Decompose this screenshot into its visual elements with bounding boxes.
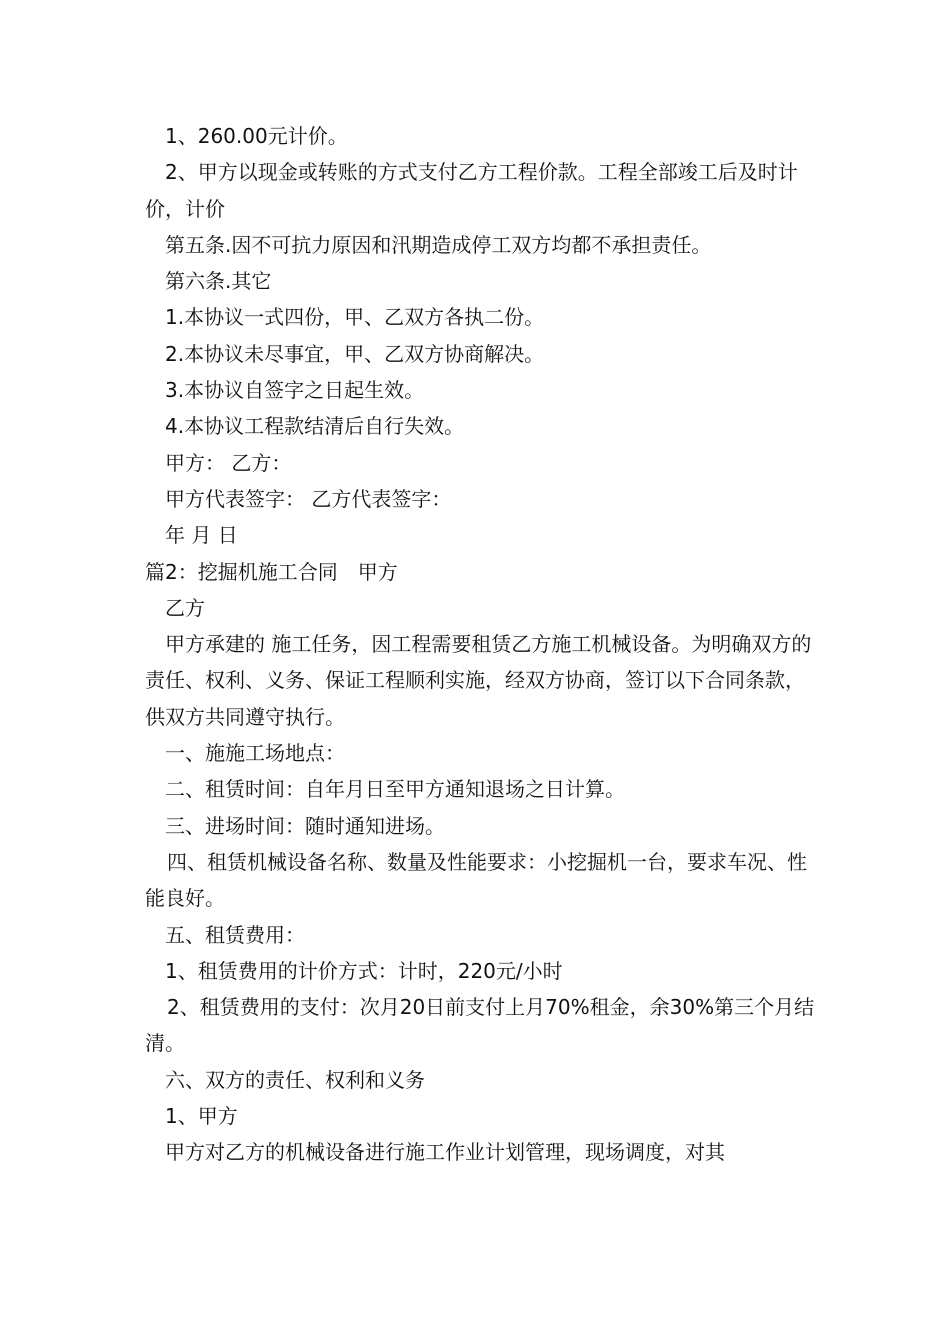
list-item: 1.本协议一式四份，甲、乙双方各执二份。	[165, 305, 545, 330]
contract-title: 篇2：挖掘机施工合同 甲方	[145, 559, 398, 584]
document-body	[145, 118, 815, 1171]
paragraph: 1、260.00元计价。	[165, 124, 348, 148]
list-item: 2.本协议未尽事宜，甲、乙双方协商解决。	[165, 341, 545, 366]
section-heading: 三、进场时间：随时通知进场。	[165, 813, 445, 838]
list-item: 2、租赁费用的支付：次月20日前支付上月70%租金，余30%第三个月结清。	[145, 995, 815, 1056]
party-signature-line: 甲方： 乙方：	[165, 450, 292, 475]
section-heading: 二、租赁时间：自年月日至甲方通知退场之日计算。	[165, 777, 625, 802]
section-heading: 四、租赁机械设备名称、数量及性能要求：小挖掘机一台，要求车况、性能良好。	[145, 849, 807, 911]
list-item: 3.本协议自签字之日起生效。	[165, 378, 425, 403]
date-line: 年 月 日	[165, 523, 238, 548]
paragraph: 第五条.因不可抗力原因和汛期造成停工双方均都不承担责任。	[165, 232, 712, 257]
section-heading: 六、双方的责任、权利和义务	[165, 1067, 425, 1092]
paragraph: 2、甲方以现金或转账的方式支付乙方工程价款。工程全部竣工后及时计价，计价	[145, 160, 798, 221]
representative-signature-line: 甲方代表签字： 乙方代表签字：	[165, 486, 452, 511]
paragraph: 乙方	[165, 595, 205, 620]
section-heading: 一、施施工场地点：	[165, 741, 345, 766]
section-heading: 五、租赁费用：	[165, 922, 305, 947]
section-heading: 第六条.其它	[165, 269, 272, 294]
paragraph: 甲方承建的 施工任务，因工程需要租赁乙方施工机械设备。为明确双方的责任、权利、义务、保证工程顺利实施，经双方协商，签订以下合同条款，供双方共同遵守执行。	[145, 632, 812, 729]
list-item: 1、租赁费用的计价方式：计时，220元/小时	[165, 958, 563, 983]
paragraph: 甲方对乙方的机械设备进行施工作业计划管理，现场调度，对其	[165, 1140, 725, 1165]
list-item: 4.本协议工程款结清后自行失效。	[165, 414, 465, 439]
list-item: 1、甲方	[165, 1104, 238, 1129]
